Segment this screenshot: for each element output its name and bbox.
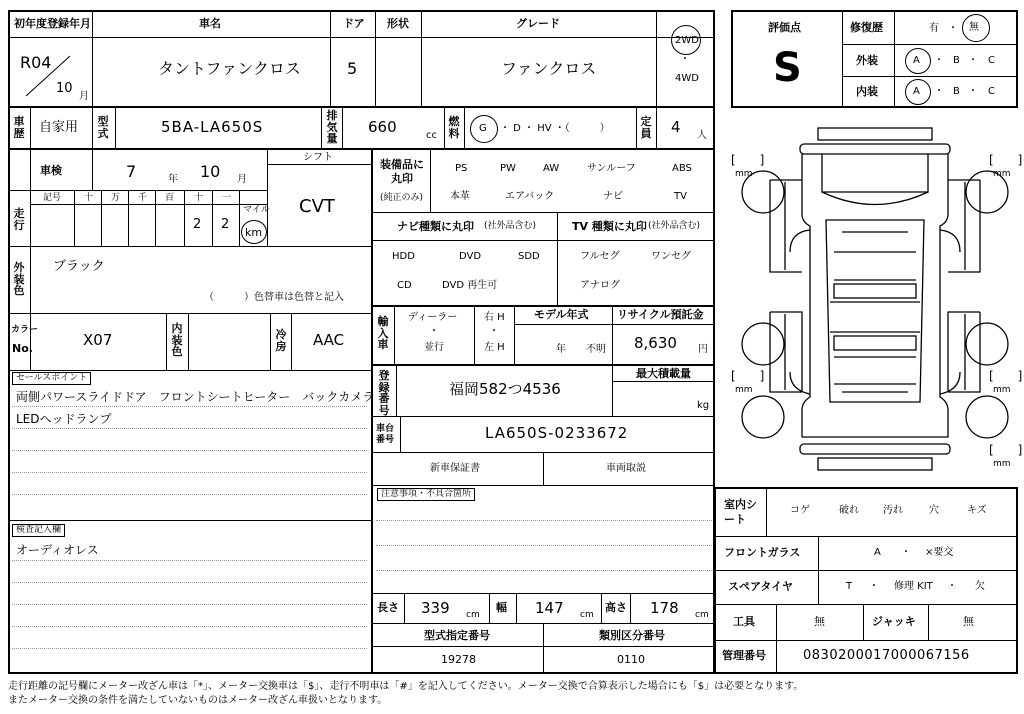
repair-no: 無 <box>969 22 979 33</box>
spare-option: 欠 <box>975 581 985 592</box>
model-year-unknown: 不明 <box>586 344 606 355</box>
mileage-digit: 2 <box>193 217 202 232</box>
shift-label: シフト <box>303 152 333 163</box>
equipment-option: エアバック <box>505 191 555 202</box>
glass-dot: ・ <box>901 547 911 558</box>
repair-yes: 有 <box>929 23 939 34</box>
tools-value: 無 <box>814 615 825 628</box>
color-code-label-bottom: No. <box>12 342 33 355</box>
equipment-sub: (純正のみ) <box>380 193 424 203</box>
interior-color-label: 内装色 <box>171 322 183 359</box>
mileage-digit-head: 万 <box>111 193 121 203</box>
interior-grade-b: B <box>953 86 960 97</box>
equipment-option: 本革 <box>450 191 470 202</box>
tire-mm-rl: mm <box>735 385 753 395</box>
capacity-label: 定員 <box>640 115 652 140</box>
equipment-option: PS <box>455 163 468 174</box>
shape-label: 形状 <box>387 17 409 30</box>
seat-option: コゲ <box>790 505 810 516</box>
drive-4wd: 4WD <box>675 73 699 84</box>
navi-option: HDD <box>392 251 415 262</box>
seat-option: 穴 <box>929 505 939 516</box>
mile-label: マイル <box>243 205 270 215</box>
capacity-value: 4 <box>671 118 681 136</box>
tv-option: ワンセグ <box>651 251 691 262</box>
import-dot-2: ・ <box>489 326 499 337</box>
equipment-option: サンルーフ <box>587 163 636 174</box>
interior-dot-1: ・ <box>934 86 944 97</box>
mileage-digit-head: 十 <box>84 193 94 203</box>
footer-line-2: またメーター交換の条件を満たしていないものはメーター改ざん車扱いとなります。 <box>8 695 388 706</box>
glass-need: ×要交 <box>925 547 954 558</box>
color-code-value: X07 <box>83 331 113 349</box>
max-load-unit: kg <box>697 400 710 411</box>
footer-line-1: 走行距離の記号欄にメーター改ざん車は「*」、メーター交換車は「$」、走行不明車は「#」を記入してください。メーター交換で合算表示した場合にも「$」は必要となります。 <box>8 681 804 692</box>
interior-label: 内装 <box>856 85 878 98</box>
navi-label: ナビ種類に丸印 <box>397 220 474 233</box>
caution-tag: 注意事項・不具合箇所 <box>377 488 475 501</box>
tire-bracket-rl: [ ] <box>731 369 765 383</box>
tv-label: TV 種類に丸印 <box>572 220 647 233</box>
grade-label: グレード <box>516 17 560 30</box>
tire-mm-fl: mm <box>735 169 753 179</box>
equipment-option: ABS <box>672 163 692 174</box>
score-label: 評価点 <box>768 21 801 34</box>
shift-value: CVT <box>299 196 335 217</box>
import-dealer: ディーラー <box>408 312 458 323</box>
navi-option: SDD <box>518 251 540 262</box>
max-load-label: 最大積載量 <box>636 367 691 380</box>
capacity-unit: 人 <box>697 130 707 141</box>
ac-value: AAC <box>313 331 345 349</box>
inspection-year-unit: 年 <box>168 174 178 185</box>
equipment-option: AW <box>543 163 560 174</box>
interior-grade-a: A <box>913 86 920 97</box>
inspector-tag: 検査記入欄 <box>12 524 65 537</box>
chassis-value: LA650S-0233672 <box>485 424 629 442</box>
inspection-month: 10 <box>200 162 221 181</box>
tv-option: アナログ <box>580 280 620 291</box>
equipment-label: 装備品に丸印 <box>380 158 424 186</box>
navi-sub: (社外品含む) <box>484 221 537 231</box>
tv-sub: (社外品含む) <box>648 221 701 231</box>
first-reg-month-unit: 月 <box>79 91 89 102</box>
height-unit: cm <box>695 610 709 620</box>
first-reg-era: R04 <box>20 53 52 72</box>
tire-mm-spare: mm <box>993 459 1011 469</box>
mileage-label: 走行 <box>13 207 25 232</box>
spare-option: T <box>846 581 853 592</box>
vehicle-damage-diagram <box>730 122 1023 482</box>
interior-grade-c: C <box>988 86 995 97</box>
length-value: 339 <box>421 599 450 617</box>
repair-dot: ・ <box>948 23 958 34</box>
navi-option: DVD 再生可 <box>442 280 498 291</box>
model-year-unit: 年 <box>556 344 566 355</box>
sales-point-tag: セールスポイント <box>12 372 91 385</box>
tire-bracket-fr: [ ] <box>989 153 1023 167</box>
displacement-unit: cc <box>426 130 437 141</box>
color-code-label-top: カラー <box>11 325 39 335</box>
tire-bracket-spare: [ ] <box>989 443 1023 457</box>
doors-value: 5 <box>347 59 358 78</box>
navi-option: CD <box>397 280 412 291</box>
history-label: 車歴 <box>13 115 25 140</box>
height-label: 高さ <box>605 601 627 614</box>
length-unit: cm <box>466 610 480 620</box>
exterior-color-value: ブラック <box>53 259 105 274</box>
jack-label: ジャッキ <box>872 615 916 628</box>
first-reg-month: 10 <box>56 81 73 96</box>
control-no-value: 0830200017000067156 <box>803 648 970 663</box>
ac-label: 冷房 <box>275 328 287 353</box>
spare-option: ・ <box>947 581 957 592</box>
first-reg-label: 初年度登録年月 <box>14 17 91 30</box>
registration-value: 福岡582つ4536 <box>449 380 561 398</box>
mileage-digit-head: 十 <box>194 193 204 203</box>
fuel-options: ・ D ・ HV ・（ ） <box>500 123 610 134</box>
color-change-note: （ ）色替車は色替と記入 <box>204 292 344 303</box>
model-year-label: モデル年式 <box>534 308 589 321</box>
spare-option: ・ <box>869 581 879 592</box>
recycle-value: 8,630 <box>634 334 677 352</box>
mileage-digit: 2 <box>221 217 230 232</box>
displacement-label: 排気量 <box>326 109 338 146</box>
warranty-label: 新車保証書 <box>430 463 480 474</box>
fuel-g: G <box>479 123 487 134</box>
drive-2wd: 2WD <box>675 35 699 46</box>
width-unit: cm <box>580 610 594 620</box>
manual-label: 車両取説 <box>606 463 646 474</box>
car-name: タントファンクロス <box>158 59 301 78</box>
mileage-digit-head: 一 <box>222 193 232 203</box>
exterior-dot-2: ・ <box>968 55 978 66</box>
repair-label: 修復歴 <box>850 21 883 34</box>
history-value: 自家用 <box>39 120 79 135</box>
tools-label: 工具 <box>733 615 755 628</box>
inspector-text: オーディオレス <box>16 543 99 557</box>
mileage-digit-head: 千 <box>138 193 148 203</box>
exterior-dot-1: ・ <box>934 55 944 66</box>
inspection-year: 7 <box>126 162 137 181</box>
exterior-label: 外装 <box>856 54 878 67</box>
spare-option: 修理 KIT <box>894 581 933 592</box>
import-parallel: 並行 <box>424 342 444 353</box>
tv-option: フルセグ <box>580 251 620 262</box>
equipment-option: PW <box>500 163 516 174</box>
inspection-label: 車検 <box>40 164 62 177</box>
length-label: 長さ <box>377 601 399 614</box>
sales-line-1: 両側パワースライドドア フロントシートヒーター バックカメラ <box>16 390 375 404</box>
class-no-value: 0110 <box>617 653 645 666</box>
tire-mm-fr: mm <box>993 169 1011 179</box>
door-label: ドア <box>343 17 365 30</box>
tire-bracket-rr: [ ] <box>989 369 1023 383</box>
score-value: S <box>773 45 802 91</box>
glass-label: フロントガラス <box>724 546 801 559</box>
tire-mm-rr: mm <box>993 385 1011 395</box>
control-no-label: 管理番号 <box>722 649 766 662</box>
import-label: 輸入車 <box>377 315 389 352</box>
drive-dot: ・ <box>680 54 690 65</box>
import-left: 左 H <box>484 342 505 353</box>
seat-label: 室内シート <box>724 498 757 526</box>
width-label: 幅 <box>496 601 507 614</box>
fuel-label: 燃料 <box>448 115 460 140</box>
model-label: 型式 <box>97 115 109 140</box>
class-no-label: 類別区分番号 <box>599 629 665 642</box>
height-value: 178 <box>650 599 679 617</box>
exterior-grade-b: B <box>953 55 960 66</box>
type-no-label: 型式指定番号 <box>424 629 490 642</box>
mileage-sign-label: 記号 <box>43 193 62 203</box>
displacement-value: 660 <box>368 118 397 136</box>
import-right: 右 H <box>484 312 505 323</box>
interior-dot-2: ・ <box>968 86 978 97</box>
width-value: 147 <box>535 599 564 617</box>
glass-a: A <box>874 547 881 558</box>
jack-value: 無 <box>963 615 974 628</box>
seat-option: 汚れ <box>883 505 903 516</box>
recycle-label: リサイクル預託金 <box>617 308 704 321</box>
exterior-grade-a: A <box>913 55 920 66</box>
equipment-option: TV <box>674 191 687 202</box>
grade-value: ファンクロス <box>501 59 597 78</box>
seat-option: キズ <box>967 505 987 516</box>
spare-label: スペアタイヤ <box>728 580 794 593</box>
km-label: km <box>245 226 263 239</box>
model-value: 5BA-LA650S <box>161 118 264 136</box>
chassis-label: 車台番号 <box>376 424 395 445</box>
type-no-value: 19278 <box>441 653 476 666</box>
tire-bracket-fl: [ ] <box>731 153 765 167</box>
navi-option: DVD <box>459 251 482 262</box>
sales-line-2: LEDヘッドランプ <box>16 412 112 426</box>
mileage-digit-head: 百 <box>165 193 175 203</box>
registration-label: 登録番号 <box>378 369 390 417</box>
recycle-unit: 円 <box>698 344 708 355</box>
inspection-month-unit: 月 <box>237 174 247 185</box>
exterior-grade-c: C <box>988 55 995 66</box>
seat-option: 破れ <box>839 505 859 516</box>
car-name-label: 車名 <box>199 17 221 30</box>
equipment-option: ナビ <box>603 191 623 202</box>
exterior-color-label: 外装色 <box>13 261 25 298</box>
import-dot: ・ <box>429 326 439 337</box>
